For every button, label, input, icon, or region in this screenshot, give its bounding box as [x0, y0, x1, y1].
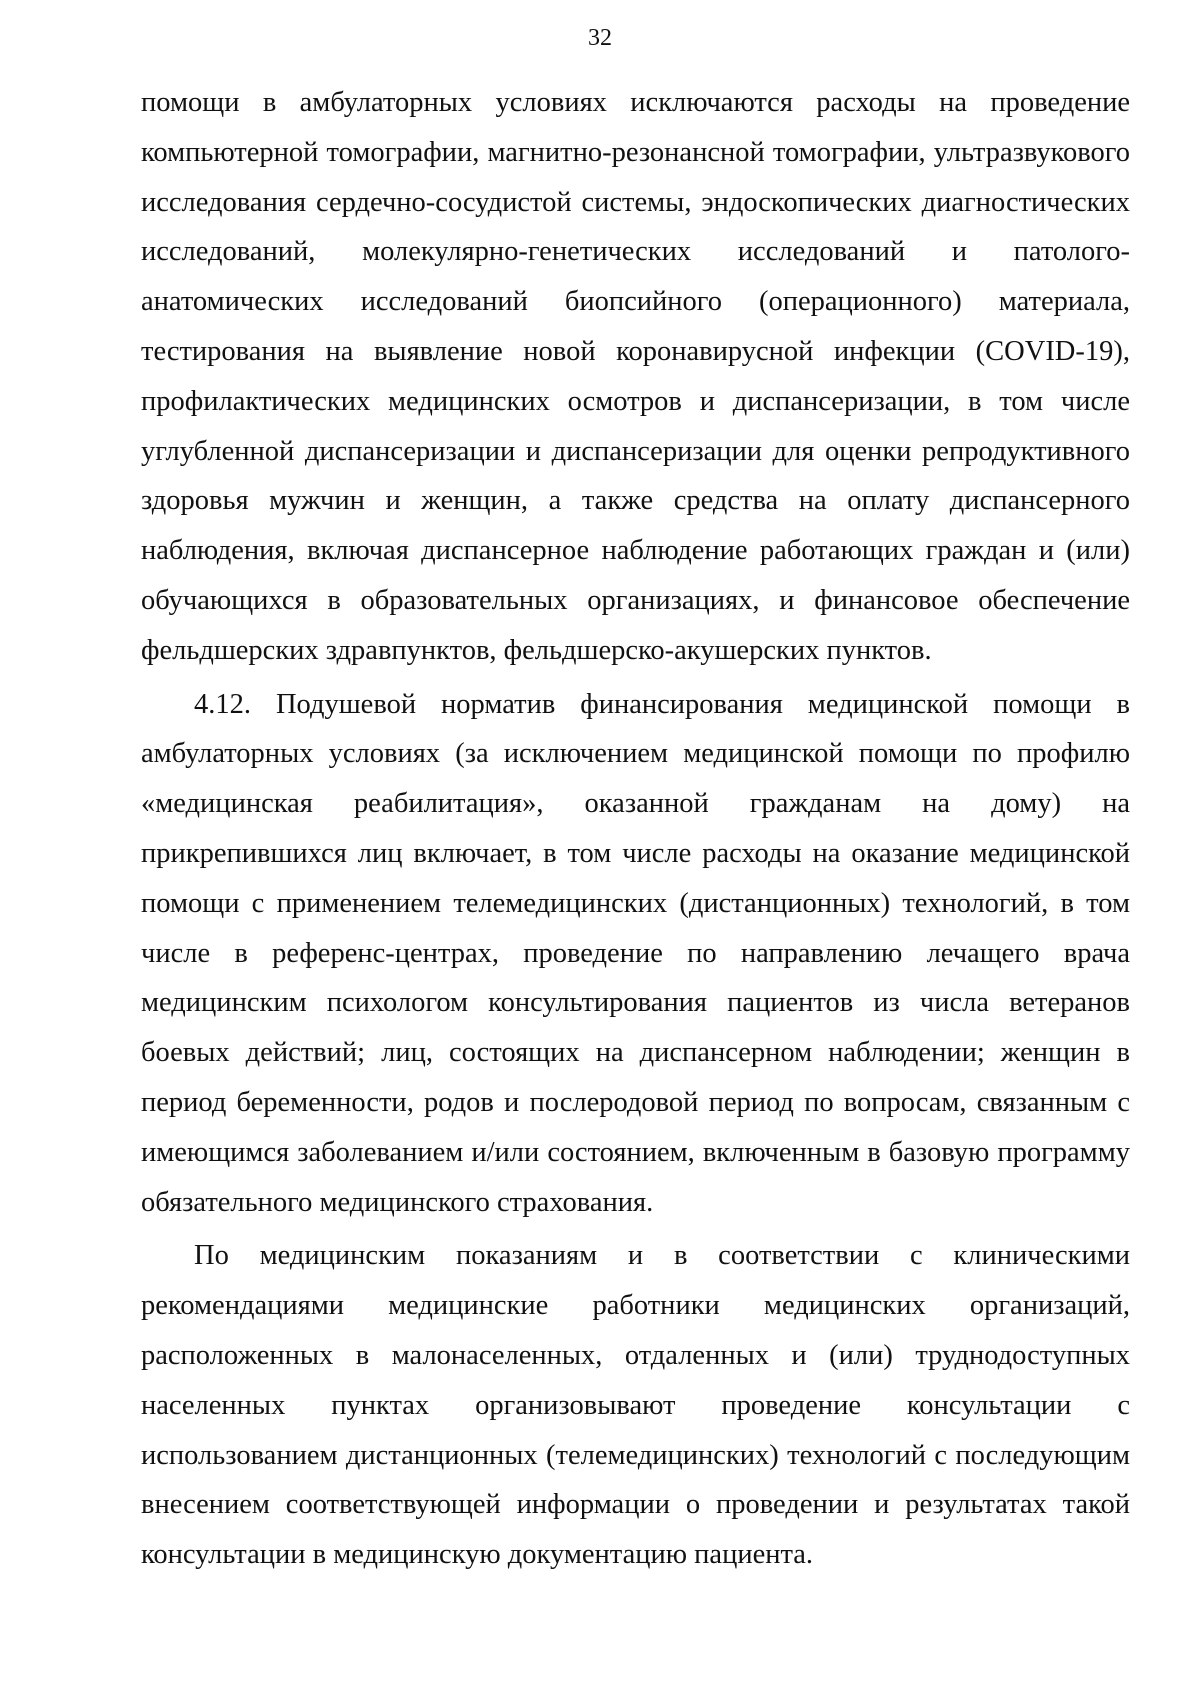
document-body [141, 78, 1130, 1580]
paragraph-continuation: помощи в амбулаторных условиях исключаются расходы на проведение компьютерной томографии, магнитно-резонансной томографии, ультразвукового исследования сердечно-сосудистой системы, эндоскопических диагностических исследований, молекулярно-генетических исследований и патолого-анатомических исследований биопсийного (операционного) материала, тестирования на выявление новой коронавирусной инфекции (COVID-19), профилактических медицинских осмотров и диспансеризации, в том числе углубленной диспансеризации и диспансеризации для оценки репродуктивного здоровья мужчин и женщин, а также средства на оплату диспансерного наблюдения, включая диспансерное наблюдение работающих граждан и (или) обучающихся в образовательных организациях, и финансовое обеспечение фельдшерских здравпунктов, фельдшерско-акушерских пунктов. [141, 87, 1130, 666]
page-number: 32 [588, 25, 612, 51]
paragraph-section-4-12: 4.12. Подушевой норматив финансирования медицинской помощи в амбулаторных условиях (за исключением медицинской помощи по профилю «медицинская реабилитация», оказанной гражданам на дому) на прикрепившихся лиц включает, в том числе расходы на оказание медицинской помощи с применением телемедицинских (дистанционных) технологий, в том числе в референс-центрах, проведение по направлению лечащего врача медицинским психологом консультирования пациентов из числа ветеранов боевых действий; лиц, состоящих на диспансерном наблюдении; женщин в период беременности, родов и послеродовой период по вопросам, связанным с имеющимся заболеванием и/или состоянием, включенным в базовую программу обязательного медицинского страхования. [141, 688, 1130, 1218]
paragraph-telemedicine-consultation: По медицинским показаниям и в соответствии с клиническими рекомендациями медицинские работники медицинских организаций, расположенных в малонаселенных, отдаленных и (или) труднодоступных населенных пунктах организовывают проведение консультации с использованием дистанционных (телемедицинских) технологий с последующим внесением соответствующей информации о проведении и результатах такой консультации в медицинскую документацию пациента. [141, 1240, 1130, 1571]
